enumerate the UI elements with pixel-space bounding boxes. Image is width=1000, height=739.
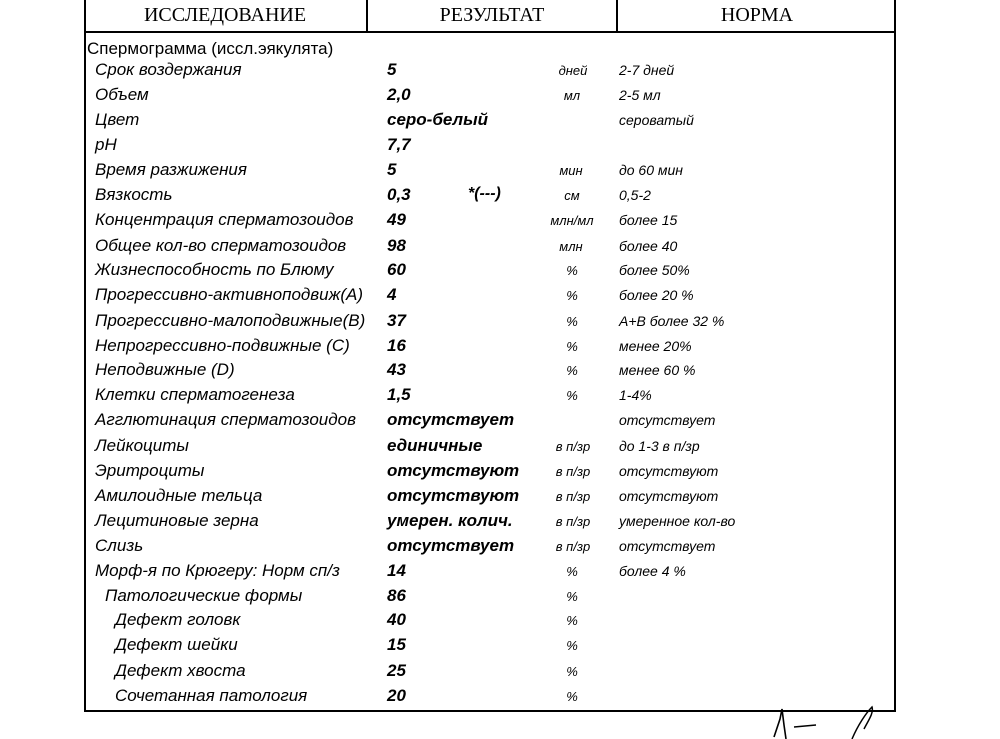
table-row xyxy=(0,160,1000,184)
header-norm: НОРМА xyxy=(618,0,896,33)
test-unit: % xyxy=(566,664,578,679)
table-row xyxy=(0,610,1000,634)
test-result: 43 xyxy=(387,360,406,379)
test-unit: % xyxy=(566,689,578,704)
test-name: Дефект хвоста xyxy=(115,661,246,680)
test-result: 2,0 xyxy=(387,85,411,104)
test-unit: см xyxy=(564,188,580,203)
test-unit: % xyxy=(566,564,578,579)
header-result: РЕЗУЛЬТАТ xyxy=(368,0,616,33)
test-name: Общее кол-во сперматозоидов xyxy=(95,236,347,255)
reference-norm: более 20 % xyxy=(619,287,694,303)
reference-norm: сероватый xyxy=(619,112,694,128)
test-name: Концентрация сперматозоидов xyxy=(95,210,354,229)
reference-norm: отсутствует xyxy=(619,538,716,554)
test-result: 1,5 xyxy=(387,385,411,404)
test-result: 40 xyxy=(387,610,406,629)
test-result: отсутствует xyxy=(387,536,515,555)
test-unit: в п/зр xyxy=(555,439,591,454)
table-row xyxy=(0,461,1000,485)
test-name: Патологические формы xyxy=(105,586,303,605)
table-row xyxy=(0,661,1000,685)
test-unit: млн xyxy=(559,239,583,254)
reference-norm: умеренное кол-во xyxy=(619,513,736,529)
reference-norm: 0,5-2 xyxy=(619,187,651,203)
table-row xyxy=(0,85,1000,109)
table-row xyxy=(0,210,1000,234)
test-unit: мл xyxy=(563,88,581,103)
reference-norm: до 1-3 в п/зр xyxy=(619,438,700,454)
table-row xyxy=(0,536,1000,560)
reference-norm: до 60 мин xyxy=(619,162,683,178)
test-result: 14 xyxy=(387,561,406,580)
test-unit: % xyxy=(566,613,578,628)
test-result: 49 xyxy=(387,210,406,229)
test-result: 7,7 xyxy=(387,135,411,154)
test-result: отсутствует xyxy=(387,410,515,429)
table-row xyxy=(0,260,1000,284)
test-unit: мин xyxy=(559,163,583,178)
section-title: Спермограмма (иссл.эякулята) xyxy=(87,39,334,58)
test-name: Вязкость xyxy=(95,185,173,204)
test-result: отсутствуют xyxy=(387,486,520,505)
test-name: Слизь xyxy=(95,536,144,555)
test-name: Клетки сперматогенеза xyxy=(95,385,295,404)
table-row xyxy=(0,511,1000,535)
test-result: отсутствуют xyxy=(387,461,520,480)
table-row xyxy=(0,336,1000,360)
reference-norm: менее 60 % xyxy=(619,362,696,378)
test-result: умерен. колич. xyxy=(387,511,513,530)
reference-norm: А+В более 32 % xyxy=(619,313,725,329)
test-unit: в п/зр xyxy=(555,539,591,554)
test-result: 98 xyxy=(387,236,406,255)
test-unit: % xyxy=(566,339,578,354)
table-row xyxy=(0,635,1000,659)
test-result: 37 xyxy=(387,311,406,330)
test-name: Амилоидные тельца xyxy=(95,486,263,505)
signature xyxy=(760,705,900,739)
test-result: 16 xyxy=(387,336,406,355)
test-name: Агглютинация сперматозоидов xyxy=(95,410,356,429)
table-row xyxy=(0,60,1000,84)
header-study: ИССЛЕДОВАНИЕ xyxy=(84,0,366,33)
test-unit: дней xyxy=(558,63,588,78)
reference-norm: 2-5 мл xyxy=(619,87,661,103)
test-result: 25 xyxy=(387,661,406,680)
reference-norm: отсутствуют xyxy=(619,488,719,504)
test-result: 15 xyxy=(387,635,406,654)
test-unit: % xyxy=(566,388,578,403)
test-unit: % xyxy=(566,288,578,303)
test-name: Эритроциты xyxy=(95,461,205,480)
table-row xyxy=(0,410,1000,434)
table-row xyxy=(0,586,1000,610)
reference-norm: более 50% xyxy=(619,262,690,278)
table-row xyxy=(0,236,1000,260)
test-name: Дефект шейки xyxy=(115,635,238,654)
test-result: 20 xyxy=(387,686,406,705)
test-name: Время разжижения xyxy=(95,160,247,179)
test-name: Лецитиновые зерна xyxy=(95,511,259,530)
table-row xyxy=(0,110,1000,134)
test-result: единичные xyxy=(387,436,483,455)
test-unit: в п/зр xyxy=(555,489,591,504)
test-name: Жизнеспособность по Блюму xyxy=(95,260,334,279)
test-result: 0,3 xyxy=(387,185,411,204)
test-name: pH xyxy=(95,135,117,154)
test-unit: % xyxy=(566,638,578,653)
test-result: 4 xyxy=(387,285,397,304)
table-row xyxy=(0,185,1000,209)
test-unit: % xyxy=(566,314,578,329)
reference-norm: более 40 xyxy=(619,238,678,254)
table-row xyxy=(0,285,1000,309)
test-name: Морф-я по Крюгеру: Норм сп/з xyxy=(95,561,340,580)
reference-norm: менее 20% xyxy=(619,338,692,354)
test-name: Цвет xyxy=(95,110,140,129)
table-row xyxy=(0,561,1000,585)
reference-norm: более 15 xyxy=(619,212,678,228)
table-row xyxy=(0,360,1000,384)
reference-norm: более 4 % xyxy=(619,563,686,579)
test-unit: % xyxy=(566,589,578,604)
test-name: Сочетанная патология xyxy=(115,686,308,705)
table-row xyxy=(0,436,1000,460)
test-name: Лейкоциты xyxy=(95,436,189,455)
test-result: 5 xyxy=(387,160,397,179)
reference-norm: 1-4% xyxy=(619,387,652,403)
test-name: Непрогрессивно-подвижные (С) xyxy=(95,336,350,355)
test-result: 5 xyxy=(387,60,397,79)
reference-norm: отсутствует xyxy=(619,412,716,428)
abnormal-flag: *(---) xyxy=(468,185,501,202)
test-name: Дефект головк xyxy=(115,610,241,629)
test-unit: в п/зр xyxy=(555,514,591,529)
table-row xyxy=(0,486,1000,510)
test-unit: % xyxy=(566,263,578,278)
table-row xyxy=(0,135,1000,159)
test-unit: млн/мл xyxy=(550,213,594,228)
test-name: Прогрессивно-активноподвиж(А) xyxy=(95,285,363,304)
reference-norm: 2-7 дней xyxy=(619,62,675,78)
test-unit: в п/зр xyxy=(555,464,591,479)
test-name: Неподвижные (D) xyxy=(95,360,235,379)
test-result: 86 xyxy=(387,586,406,605)
test-result: серо-белый xyxy=(387,110,489,129)
table-row xyxy=(0,385,1000,409)
test-name: Объем xyxy=(95,85,149,104)
test-name: Срок воздержания xyxy=(95,60,242,79)
test-unit: % xyxy=(566,363,578,378)
test-name: Прогрессивно-малоподвижные(В) xyxy=(95,311,366,330)
test-result: 60 xyxy=(387,260,406,279)
table-row xyxy=(0,311,1000,335)
reference-norm: отсутствуют xyxy=(619,463,719,479)
